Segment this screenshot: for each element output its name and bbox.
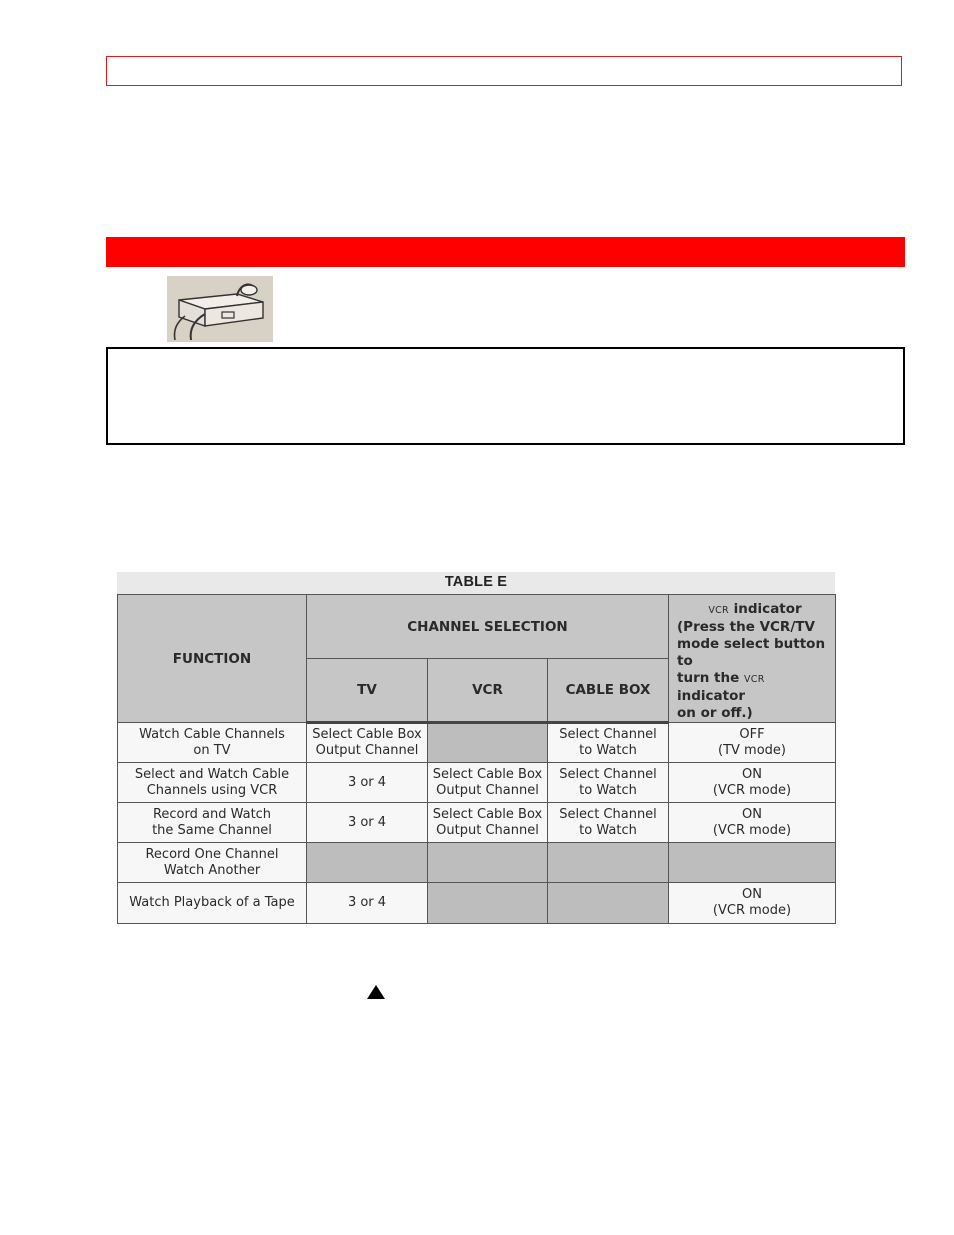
indicator-note-2: mode select button to: [677, 636, 826, 669]
cell-function: Watch Cable Channels on TV: [118, 723, 307, 763]
cell-cable-box: Select Channel to Watch: [548, 723, 669, 763]
channel-selection-table: [117, 594, 836, 924]
cell-vcr: [428, 883, 548, 924]
cell-vcr: [428, 843, 548, 883]
table-title: TABLE E: [444, 574, 508, 590]
cell-vcr: Select Cable Box Output Channel: [428, 763, 548, 803]
cell-tv: [307, 843, 428, 883]
cell-cable-box: Select Channel to Watch: [548, 803, 669, 843]
table-row: [118, 883, 836, 924]
header-vcr: VCR: [428, 659, 548, 723]
note-frame: [106, 347, 905, 445]
cell-indicator: ON (VCR mode): [669, 883, 836, 924]
cell-cable-box: [548, 843, 669, 883]
up-triangle-icon: [367, 985, 385, 999]
cell-vcr: [428, 723, 548, 763]
indicator-label: indicator: [733, 601, 802, 617]
table-row: [118, 723, 836, 763]
table-row: [118, 843, 836, 883]
vcr-word-2: VCR: [743, 674, 765, 685]
cell-tv: 3 or 4: [307, 883, 428, 924]
header-cable-box: CABLE BOX: [548, 659, 669, 723]
header-frame: [106, 56, 902, 86]
header-indicator: [669, 595, 836, 723]
header-tv: TV: [307, 659, 428, 723]
cell-indicator: ON (VCR mode): [669, 803, 836, 843]
cell-indicator: [669, 843, 836, 883]
cell-tv: 3 or 4: [307, 763, 428, 803]
cell-function: Record One Channel Watch Another: [118, 843, 307, 883]
table-header-row: [118, 595, 836, 659]
indicator-note-3: turn the: [677, 670, 740, 686]
cell-function: Select and Watch Cable Channels using VCR: [118, 763, 307, 803]
vcr-word: VCR: [708, 605, 729, 616]
cell-vcr: Select Cable Box Output Channel: [428, 803, 548, 843]
section-heading-bar: [106, 237, 905, 267]
indicator-note-1: (Press the VCR/TV: [677, 619, 815, 635]
table-row: [118, 803, 836, 843]
cable-box-illustration-icon: [167, 276, 273, 342]
cell-tv: 3 or 4: [307, 803, 428, 843]
cell-cable-box: [548, 883, 669, 924]
cell-indicator: ON (VCR mode): [669, 763, 836, 803]
cell-function: Watch Playback of a Tape: [118, 883, 307, 924]
header-channel-selection: CHANNEL SELECTION: [307, 595, 669, 659]
cell-indicator: OFF (TV mode): [669, 723, 836, 763]
indicator-note-4: on or off.): [677, 705, 753, 721]
indicator-note-3-end: indicator: [677, 688, 746, 704]
header-function: FUNCTION: [118, 595, 307, 723]
cell-cable-box: Select Channel to Watch: [548, 763, 669, 803]
cell-function: Record and Watch the Same Channel: [118, 803, 307, 843]
table-row: [118, 763, 836, 803]
cell-tv: Select Cable Box Output Channel: [307, 723, 428, 763]
